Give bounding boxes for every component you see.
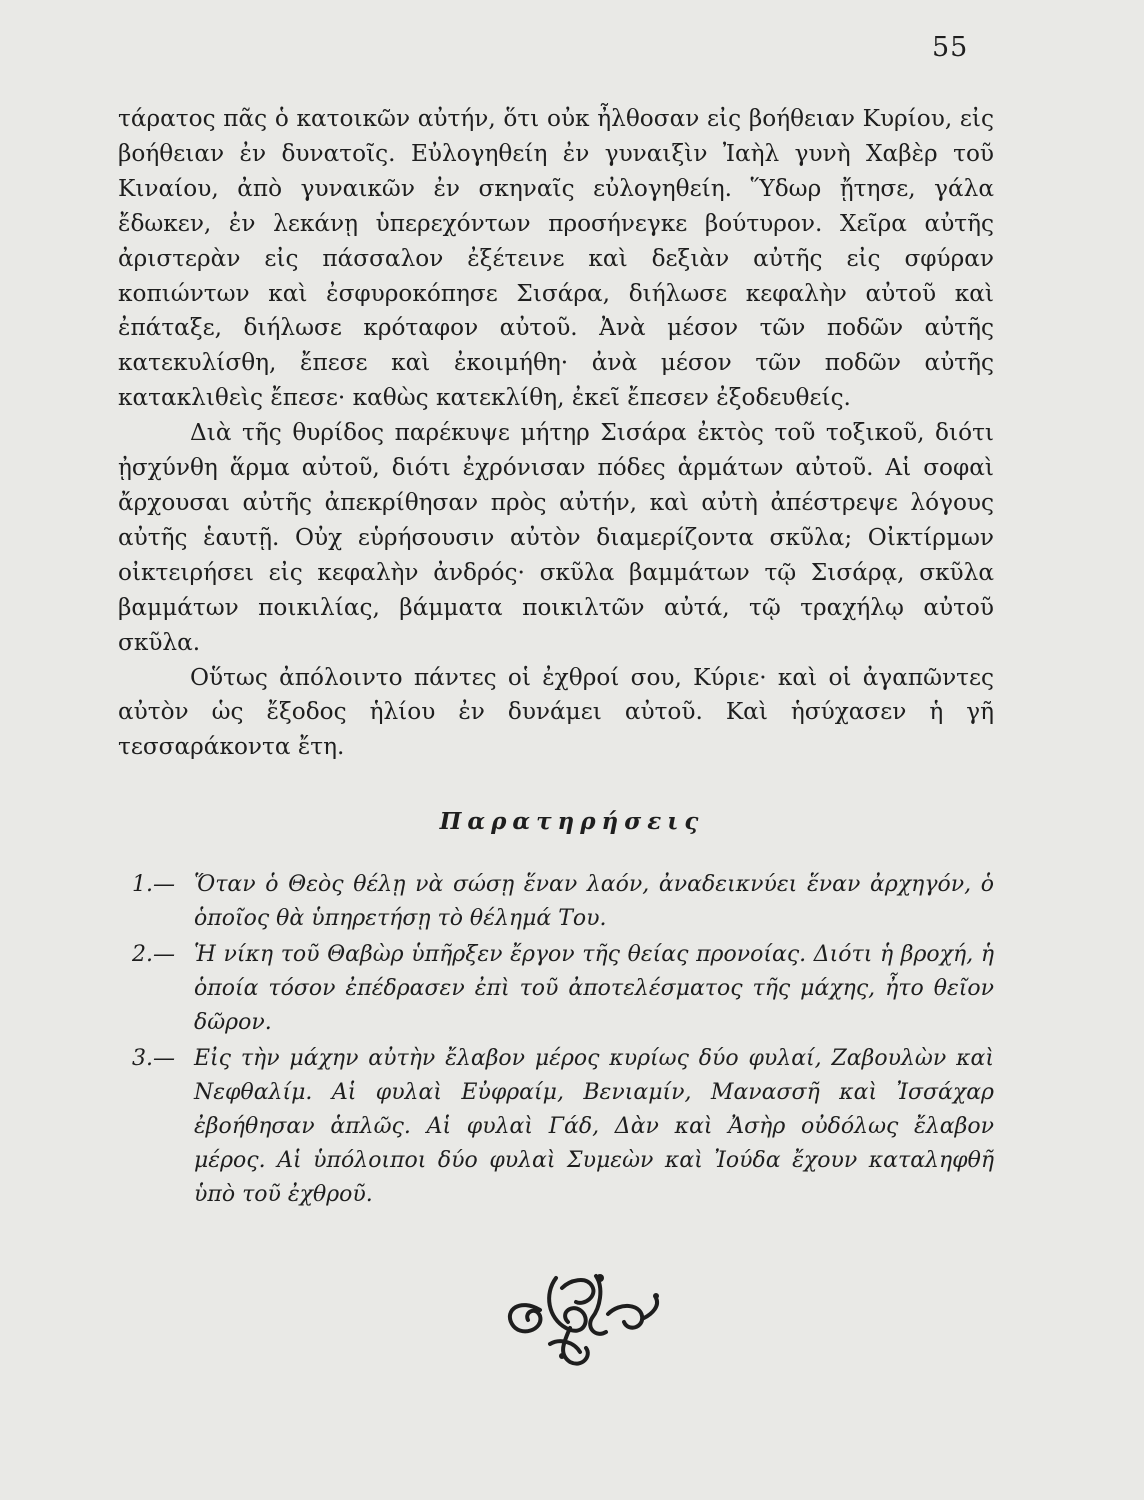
paragraph-mother-of-sisera: Διὰ τῆς θυρίδος παρέκυψε μήτηρ Σισάρα ἐκτὸς τοῦ τοξικοῦ, διότι ᾐσχύνθη ἅρμα αὐτοῦ, διότι ἐχρόνισαν πόδες ἁρμάτων αὐτοῦ. Αἱ σοφαὶ ἄρχουσαι αὐτῆς ἀπεκρίθησαν πρὸς αὐτήν, καὶ αὐτὴ ἀπέστρεψε λόγους αὐτῆς ἑαυτῇ. Οὐχ εὑρήσουσιν αὐτὸν διαμερίζοντα σκῦλα; Οἰκτίρμων οἰκτειρήσει εἰς κεφαλὴν ἀνδρός· σκῦλα βαμμάτων τῷ Σισάρᾳ, σκῦλα βαμμάτων ποικιλίας, βάμματα ποικιλτῶν αὐτά, τῷ τραχήλῳ αὐτοῦ σκῦλα.: [118, 419, 994, 656]
note-text: Εἰς τὴν μάχην αὐτὴν ἔλαβον μέρος κυρίως δύο φυλαί, Ζαβουλὼν καὶ Νεφθαλίμ. Αἱ φυλαὶ Εὐφραίμ, Βενιαμίν, Μανασσῆ καὶ Ἰσσάχαρ ἐβοήθησαν ἁπλῶς. Αἱ φυλαὶ Γάδ, Δὰν καὶ Ἀσὴρ οὐδόλως ἔλαβον μέρος. Αἱ ὑπόλοιποι δύο φυλαὶ Συμεὼν καὶ Ἰούδα ἔχουν καταληφθῆ ὑπὸ τοῦ ἐχθροῦ.: [194, 1046, 994, 1207]
note-text: Ὅταν ὁ Θεὸς θέλῃ νὰ σώσῃ ἕναν λαόν, ἀναδεικνύει ἕναν ἀρχηγόν, ὁ ὁποῖος θὰ ὑπηρετήσῃ τὸ θέλημά Του.: [194, 872, 994, 931]
section-heading: Παρατηρήσεις: [439, 808, 705, 835]
paragraph-continued: τάρατος πᾶς ὁ κατοικῶν αὐτήν, ὅτι οὐκ ἦλθοσαν εἰς βοήθειαν Κυρίου, εἰς βοήθειαν ἐν δυνατοῖς. Εὐλογηθείη ἐν γυναιξὶν Ἰαὴλ γυνὴ Χαβὲρ τοῦ Κιναίου, ἀπὸ γυναικῶν ἐν σκηναῖς εὐλογηθείη. Ὕδωρ ᾔτησε, γάλα ἔδωκεν, ἐν λεκάνῃ ὑπερεχόντων προσήνεγκε βούτυρον. Χεῖρα αὐτῆς ἀριστερὰν εἰς πάσσαλον ἐξέτεινε καὶ δεξιὰν αὐτῆς εἰς σφύραν κοπιώντων καὶ ἐσφυροκόπησε Σισάρα, διήλωσε κεφαλὴν αὐτοῦ καὶ ἐπάταξε, διήλωσε κρόταφον αὐτοῦ. Ἀνὰ μέσον τῶν ποδῶν αὐτῆς κατεκυλίσθη, ἔπεσε καὶ ἐκοιμήθη· ἀνὰ μέσον τῶν ποδῶν αὐτῆς κατακλιθεὶς ἔπεσε· καθὼς κατεκλίθη, ἐκεῖ ἔπεσεν ἐξοδευθείς.: [118, 105, 994, 412]
page-number: 55: [932, 32, 969, 63]
body-text: [118, 102, 994, 765]
note-number: 1.—: [132, 872, 175, 897]
note-item: [132, 938, 994, 1040]
notes-list: [132, 868, 994, 1214]
note-number: 3.—: [132, 1046, 175, 1071]
note-text: Ἡ νίκη τοῦ Θαβὼρ ὑπῆρξεν ἔργον τῆς θείας προνοίας. Διότι ἡ βροχή, ἡ ὁποία τόσον ἐπέδρασεν ἐπὶ τοῦ ἀποτελέσματος τῆς μάχης, ἦτο θεῖον δῶρον.: [194, 942, 994, 1035]
note-item: [132, 1042, 994, 1212]
note-number: 2.—: [132, 942, 175, 967]
paragraph-closing: Οὕτως ἀπόλοιντο πάντες οἱ ἐχθροί σου, Κύριε· καὶ οἱ ἀγαπῶντες αὐτὸν ὡς ἔξοδος ἡλίου ἐν δυνάμει αὐτοῦ. Καὶ ἡσύχασεν ἡ γῆ τεσσαράκοντα ἔτη.: [118, 663, 994, 761]
ornamental-flourish-icon: [500, 1258, 668, 1368]
note-item: [132, 868, 994, 936]
